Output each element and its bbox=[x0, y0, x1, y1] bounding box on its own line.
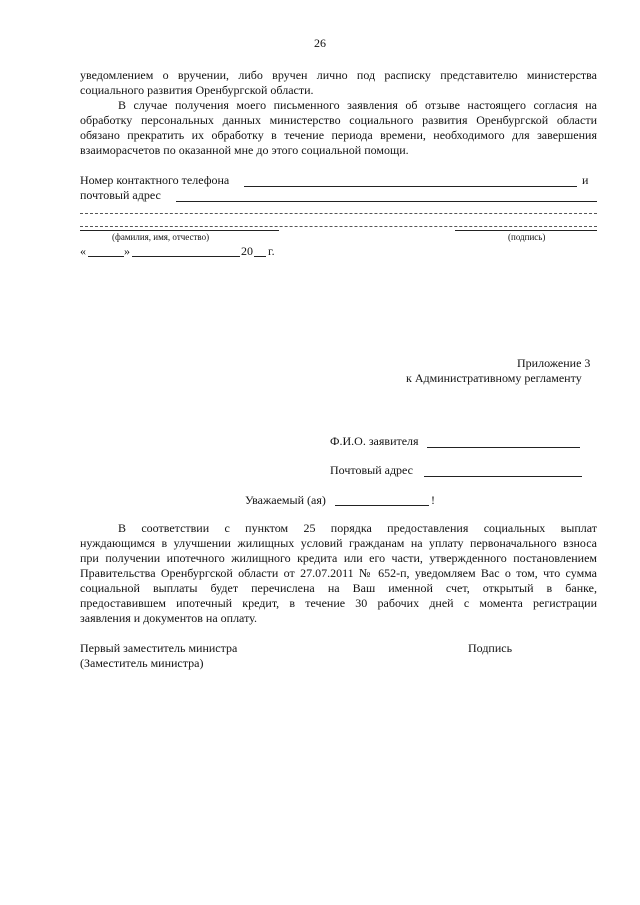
address-label: почтовый адрес bbox=[80, 188, 161, 202]
date-year-prefix: 20 bbox=[241, 244, 253, 258]
top-paragraph-line-4: обработку персональных данных министерство социального развития Оренбургской области bbox=[80, 113, 597, 127]
signature-line bbox=[455, 230, 597, 231]
date-close-quote: » bbox=[124, 244, 130, 258]
signer-position-line-2: (Заместитель министра) bbox=[80, 656, 204, 670]
applicant-address-label: Почтовый адрес bbox=[330, 463, 414, 477]
notice-line-2: нуждающимся в улучшении жилищных условий гражданам на уплату первоначального взноса bbox=[80, 536, 597, 550]
signature-label: Подпись bbox=[468, 641, 513, 655]
top-paragraph-line-2: социального развития Оренбургской области. bbox=[80, 83, 314, 97]
notice-line-6: предоставившем ипотечный кредит, в течение 30 рабочих дней с момента регистрации bbox=[80, 596, 597, 610]
date-open-quote: « bbox=[80, 244, 86, 258]
fio-caption: (фамилия, имя, отчество) bbox=[112, 232, 210, 242]
address-extra-line-1 bbox=[80, 213, 597, 214]
applicant-fio-line bbox=[427, 447, 580, 448]
notice-line-5: социальной выплаты будет перечислена на Ваш именной счет, открытый в банке, bbox=[80, 581, 597, 595]
applicant-fio-label: Ф.И.О. заявителя bbox=[330, 434, 419, 448]
notice-line-7: заявления и документов на оплату. bbox=[80, 611, 257, 625]
address-extra-line-2 bbox=[80, 226, 597, 227]
top-paragraph-line-6: взаиморасчетов по оказанной мне до этого социальной помощи. bbox=[80, 143, 409, 157]
notice-line-1: В соответствии с пунктом 25 порядка предоставления социальных выплат bbox=[118, 521, 597, 535]
fio-signature-line bbox=[80, 230, 279, 231]
and-word: и bbox=[582, 173, 589, 187]
greeting-name-line bbox=[335, 505, 429, 506]
notice-line-3: при получении ипотечного жилищного кредита или его части, утвержденного постановлением bbox=[80, 551, 597, 565]
date-month-line bbox=[132, 256, 240, 257]
date-year-suffix: г. bbox=[268, 244, 275, 258]
signature-caption: (подпись) bbox=[508, 232, 546, 242]
signer-position-line-1: Первый заместитель министра bbox=[80, 641, 238, 655]
date-year-line bbox=[254, 256, 266, 257]
applicant-address-line bbox=[424, 476, 582, 477]
appendix-subtitle: к Административному регламенту bbox=[406, 371, 582, 385]
appendix-number: Приложение 3 bbox=[517, 356, 591, 370]
top-paragraph-line-1: уведомлением о вручении, либо вручен лично под расписку представителю министерства bbox=[80, 68, 597, 82]
phone-fill-line bbox=[244, 186, 577, 187]
date-day-line bbox=[88, 256, 124, 257]
top-paragraph-line-5: обязано прекратить их обработку в течение периода времени, необходимого для завершения bbox=[80, 128, 597, 142]
page-number: 26 bbox=[314, 36, 326, 50]
phone-label: Номер контактного телефона bbox=[80, 173, 230, 187]
top-paragraph-line-3: В случае получения моего письменного заявления об отзыве настоящего согласия на bbox=[118, 98, 597, 112]
notice-line-4: Правительства Оренбургской области от 27.07.2011 № 652-п, уведомляем Вас о том, что сумма bbox=[80, 566, 597, 580]
greeting-text: Уважаемый (ая) bbox=[245, 493, 326, 507]
greeting-exclaim: ! bbox=[431, 493, 435, 507]
address-fill-line bbox=[176, 201, 597, 202]
